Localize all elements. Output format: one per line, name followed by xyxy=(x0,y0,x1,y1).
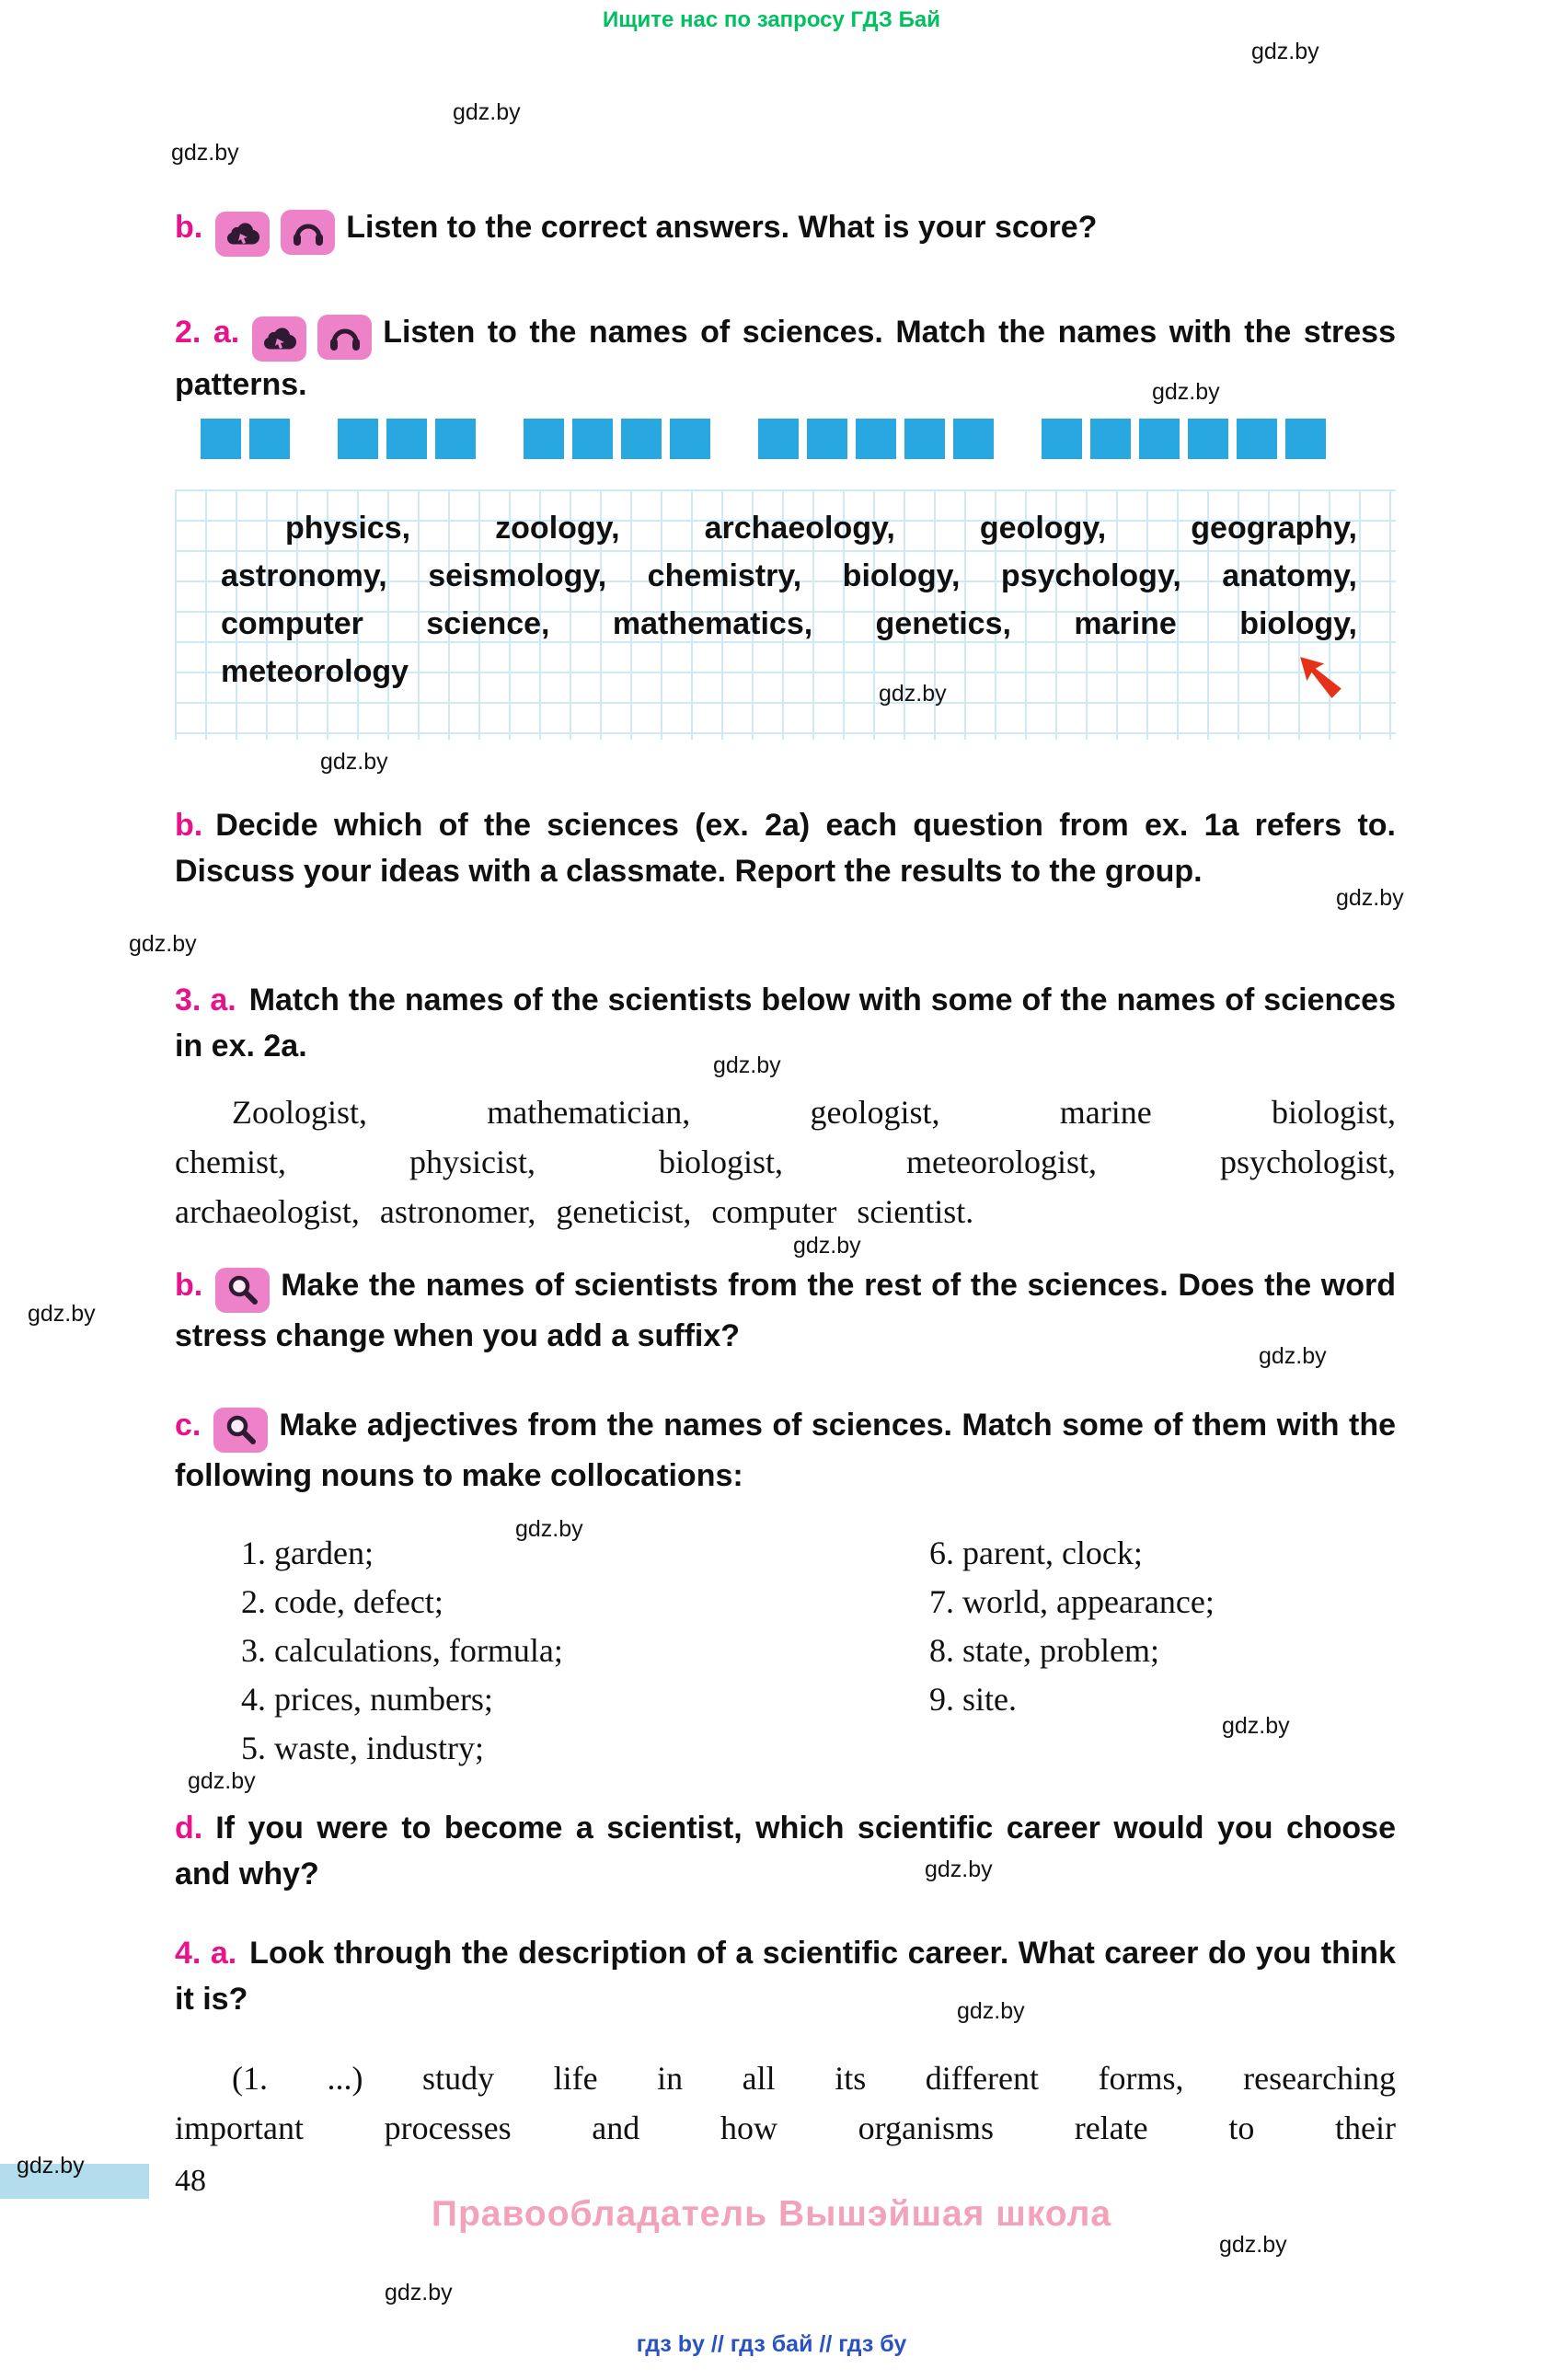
watermark: gdz.by xyxy=(925,1857,993,1882)
stress-pattern-group xyxy=(201,419,290,459)
watermark: gdz.by xyxy=(957,1998,1025,2024)
headphones-icon xyxy=(281,210,335,255)
watermark: gdz.by xyxy=(793,1233,861,1259)
career-paragraph xyxy=(175,2053,1396,2153)
watermark: gdz.by xyxy=(1259,1343,1327,1369)
exercise-2b-label: b. xyxy=(175,808,203,843)
cloud-audio-icon xyxy=(215,212,270,257)
exercise-2a-text: Listen to the names of sciences. Match the names with the stress patterns. xyxy=(175,315,1396,402)
watermark: gdz.by xyxy=(1336,885,1404,911)
collocation-item: 7. world, appearance; xyxy=(929,1583,1215,1620)
stress-square xyxy=(524,419,564,459)
sciences-box xyxy=(175,489,1396,740)
watermark: gdz.by xyxy=(320,749,388,775)
stress-square xyxy=(249,419,290,459)
stress-square xyxy=(1042,419,1082,459)
exercise-3b-label: b. xyxy=(175,1268,203,1303)
stress-pattern-group xyxy=(758,419,994,459)
stress-square xyxy=(1237,419,1277,459)
collocations-right-column xyxy=(929,1529,1215,1724)
stress-square xyxy=(758,419,799,459)
stress-square xyxy=(904,419,945,459)
exercise-1b-text: Listen to the correct answers. What is your score? xyxy=(346,210,1098,245)
watermark: gdz.by xyxy=(515,1516,583,1542)
scientists-line: Zoologist, mathematician, geologist, marine biologist, xyxy=(232,1094,1396,1131)
stress-square xyxy=(1139,419,1180,459)
collocations-left-column xyxy=(241,1529,563,1773)
exercise-3b xyxy=(175,1262,1396,1359)
copyright-text: Правообладатель Вышэйшая школа xyxy=(431,2194,1112,2234)
exercise-4a xyxy=(175,1930,1396,2022)
exercise-3c xyxy=(175,1402,1396,1499)
stress-square xyxy=(435,419,476,459)
exercise-2a-label: 2. a. xyxy=(175,315,240,350)
collocation-item: 9. site. xyxy=(929,1681,1017,1718)
collocation-item: 1. garden; xyxy=(241,1535,374,1571)
top-note: Ищите нас по запросу ГДЗ Бай xyxy=(603,7,940,32)
sciences-line: physics, zoology, archaeology, geology, geography, xyxy=(285,511,1357,546)
watermark: gdz.by xyxy=(129,931,197,957)
stress-square xyxy=(670,419,710,459)
collocation-item: 3. calculations, formula; xyxy=(241,1632,563,1669)
stress-square xyxy=(953,419,994,459)
watermark: gdz.by xyxy=(1251,39,1319,64)
exercise-3d xyxy=(175,1805,1396,1897)
exercise-2b xyxy=(175,802,1396,894)
collocation-item: 6. parent, clock; xyxy=(929,1535,1143,1571)
headphones-icon xyxy=(317,315,372,360)
stress-square xyxy=(338,419,378,459)
stress-square xyxy=(856,419,896,459)
exercise-3b-text: Make the names of scientists from the rest of the sciences. Does the word stress change when you add a suffix? xyxy=(175,1268,1396,1353)
watermark: gdz.by xyxy=(1152,379,1220,405)
stress-square xyxy=(201,419,241,459)
sciences-line: meteorology xyxy=(221,654,409,689)
watermark: gdz.by xyxy=(713,1052,781,1078)
stress-pattern-group xyxy=(1042,419,1326,459)
career-line: important processes and how organisms relate to their xyxy=(175,2110,1396,2146)
watermark: gdz.by xyxy=(879,681,947,707)
stress-square xyxy=(572,419,613,459)
stress-square xyxy=(386,419,427,459)
stress-square xyxy=(1090,419,1131,459)
exercise-3c-text: Make adjectives from the names of sciences. Match some of them with the following nouns to make collocations: xyxy=(175,1408,1396,1493)
scientists-paragraph xyxy=(175,1087,1396,1236)
collocation-item: 4. prices, numbers; xyxy=(241,1681,493,1718)
stress-square xyxy=(621,419,662,459)
footer-links: гдз by // гдз бай // гдз бу xyxy=(636,2331,907,2357)
exercise-3c-label: c. xyxy=(175,1408,202,1443)
exercise-3d-text: If you were to become a scientist, which scientific career would you choose and why? xyxy=(175,1811,1396,1891)
watermark: gdz.by xyxy=(1219,2232,1287,2258)
watermark: gdz.by xyxy=(453,99,521,125)
exercise-1b-label: b. xyxy=(175,210,203,245)
scientists-line: chemist, physicist, biologist, meteorologist, psychologist, xyxy=(175,1144,1396,1180)
collocation-item: 2. code, defect; xyxy=(241,1583,443,1620)
exercise-3a-text: Match the names of the scientists below with some of the names of sciences in ex. 2a. xyxy=(175,983,1396,1064)
exercise-3a xyxy=(175,977,1396,1069)
watermark: gdz.by xyxy=(17,2153,85,2179)
exercise-4a-label: 4. a. xyxy=(175,1936,237,1971)
collocation-item: 5. waste, industry; xyxy=(241,1730,484,1766)
watermark: gdz.by xyxy=(188,1768,256,1794)
career-line: (1. ...) study life in all its different forms, researching xyxy=(232,2060,1396,2097)
stress-square xyxy=(1188,419,1228,459)
exercise-4a-text: Look through the description of a scientific career. What career do you think it is? xyxy=(175,1936,1396,2017)
exercise-3d-label: d. xyxy=(175,1811,203,1845)
stress-pattern-group xyxy=(338,419,476,459)
stress-pattern-group xyxy=(524,419,710,459)
collocation-item: 8. state, problem; xyxy=(929,1632,1159,1669)
magnifier-icon xyxy=(213,1408,268,1453)
watermark: gdz.by xyxy=(385,2280,453,2305)
red-arrow-icon xyxy=(1297,654,1345,707)
exercise-1b xyxy=(175,204,1396,257)
page-number: 48 xyxy=(175,2164,206,2198)
stress-square xyxy=(1285,419,1326,459)
watermark: gdz.by xyxy=(1222,1713,1290,1739)
magnifier-icon xyxy=(215,1268,270,1313)
stress-patterns xyxy=(201,419,1326,459)
watermark: gdz.by xyxy=(28,1301,96,1327)
scientists-line: archaeologist, astronomer, geneticist, computer scientist. xyxy=(175,1193,974,1230)
watermark: gdz.by xyxy=(171,140,239,166)
cloud-audio-icon xyxy=(252,316,306,362)
exercise-3a-label: 3. a. xyxy=(175,983,236,1018)
sciences-list xyxy=(221,504,1357,696)
exercise-2b-text: Decide which of the sciences (ex. 2a) each question from ex. 1a refers to. Discuss your ideas with a classmate. Report the results to the group. xyxy=(175,808,1396,889)
sciences-line: computer science, mathematics, genetics, marine biology, xyxy=(221,606,1357,641)
stress-square xyxy=(807,419,847,459)
sciences-line: astronomy, seismology, chemistry, biology, psychology, anatomy, xyxy=(221,558,1357,593)
